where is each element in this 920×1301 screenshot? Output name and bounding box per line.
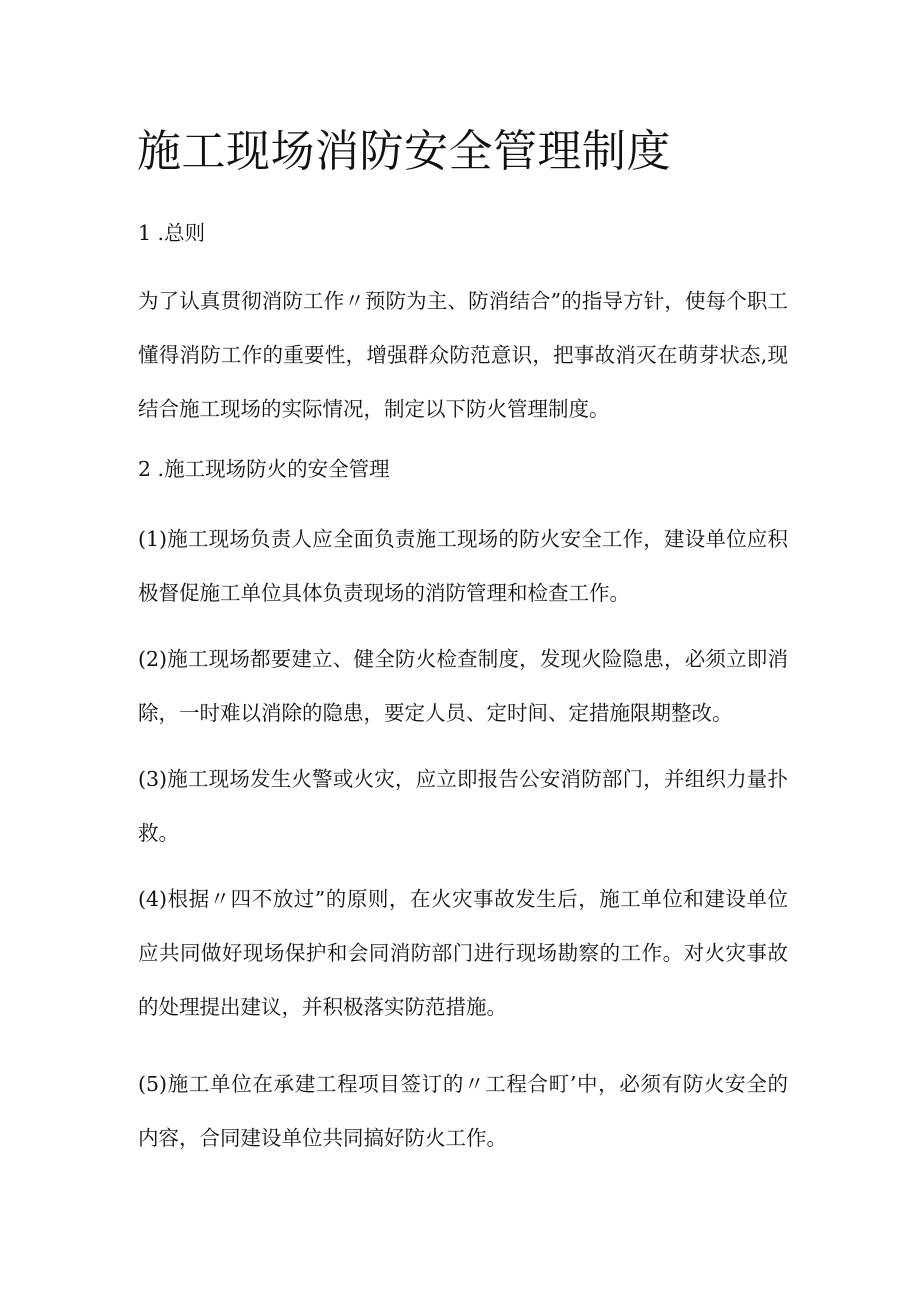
section-heading-general: 1 .总则	[138, 221, 206, 245]
paragraph-item-1: (1)施工现场负责人应全面负责施工现场的防火安全工作，建设单位应积极督促施工单位具体负责现场的消防管理和检查工作。	[138, 527, 788, 605]
paragraph-item-4: (4)根据〃四不放过”的原则，在火灾事故发生后，施工单位和建设单位应共同做好现场保护和会同消防部门进行现场勘察的工作。对火灾事故的处理提出建议，并积极落实防范措施。	[138, 887, 788, 1019]
paragraph-item-3: (3)施工现场发生火警或火灾，应立即报告公安消防部门，并组织力量扑救。	[138, 767, 788, 845]
section-heading-fire-safety-management: 2 .施工现场防火的安全管理	[138, 457, 390, 481]
paragraph-general-intro: 为了认真贯彻消防工作〃预防为主、防消结合”的指导方针，使每个职工懂得消防工作的重要性，增强群众防范意识，把事故消灭在萌芽状态,现结合施工现场的实际情况，制定以下防火管理制度。	[138, 289, 788, 421]
document-title: 施工现场消防安全管理制度	[137, 126, 671, 177]
paragraph-item-5: (5)施工单位在承建工程项目签订的〃工程合町’中，必须有防火安全的内容，合同建设单位共同搞好防火工作。	[138, 1072, 788, 1150]
paragraph-item-2: (2)施工现场都要建立、健全防火检查制度，发现火险隐患，必须立即消除，一时难以消除的隐患，要定人员、定时间、定措施限期整改。	[138, 647, 788, 725]
